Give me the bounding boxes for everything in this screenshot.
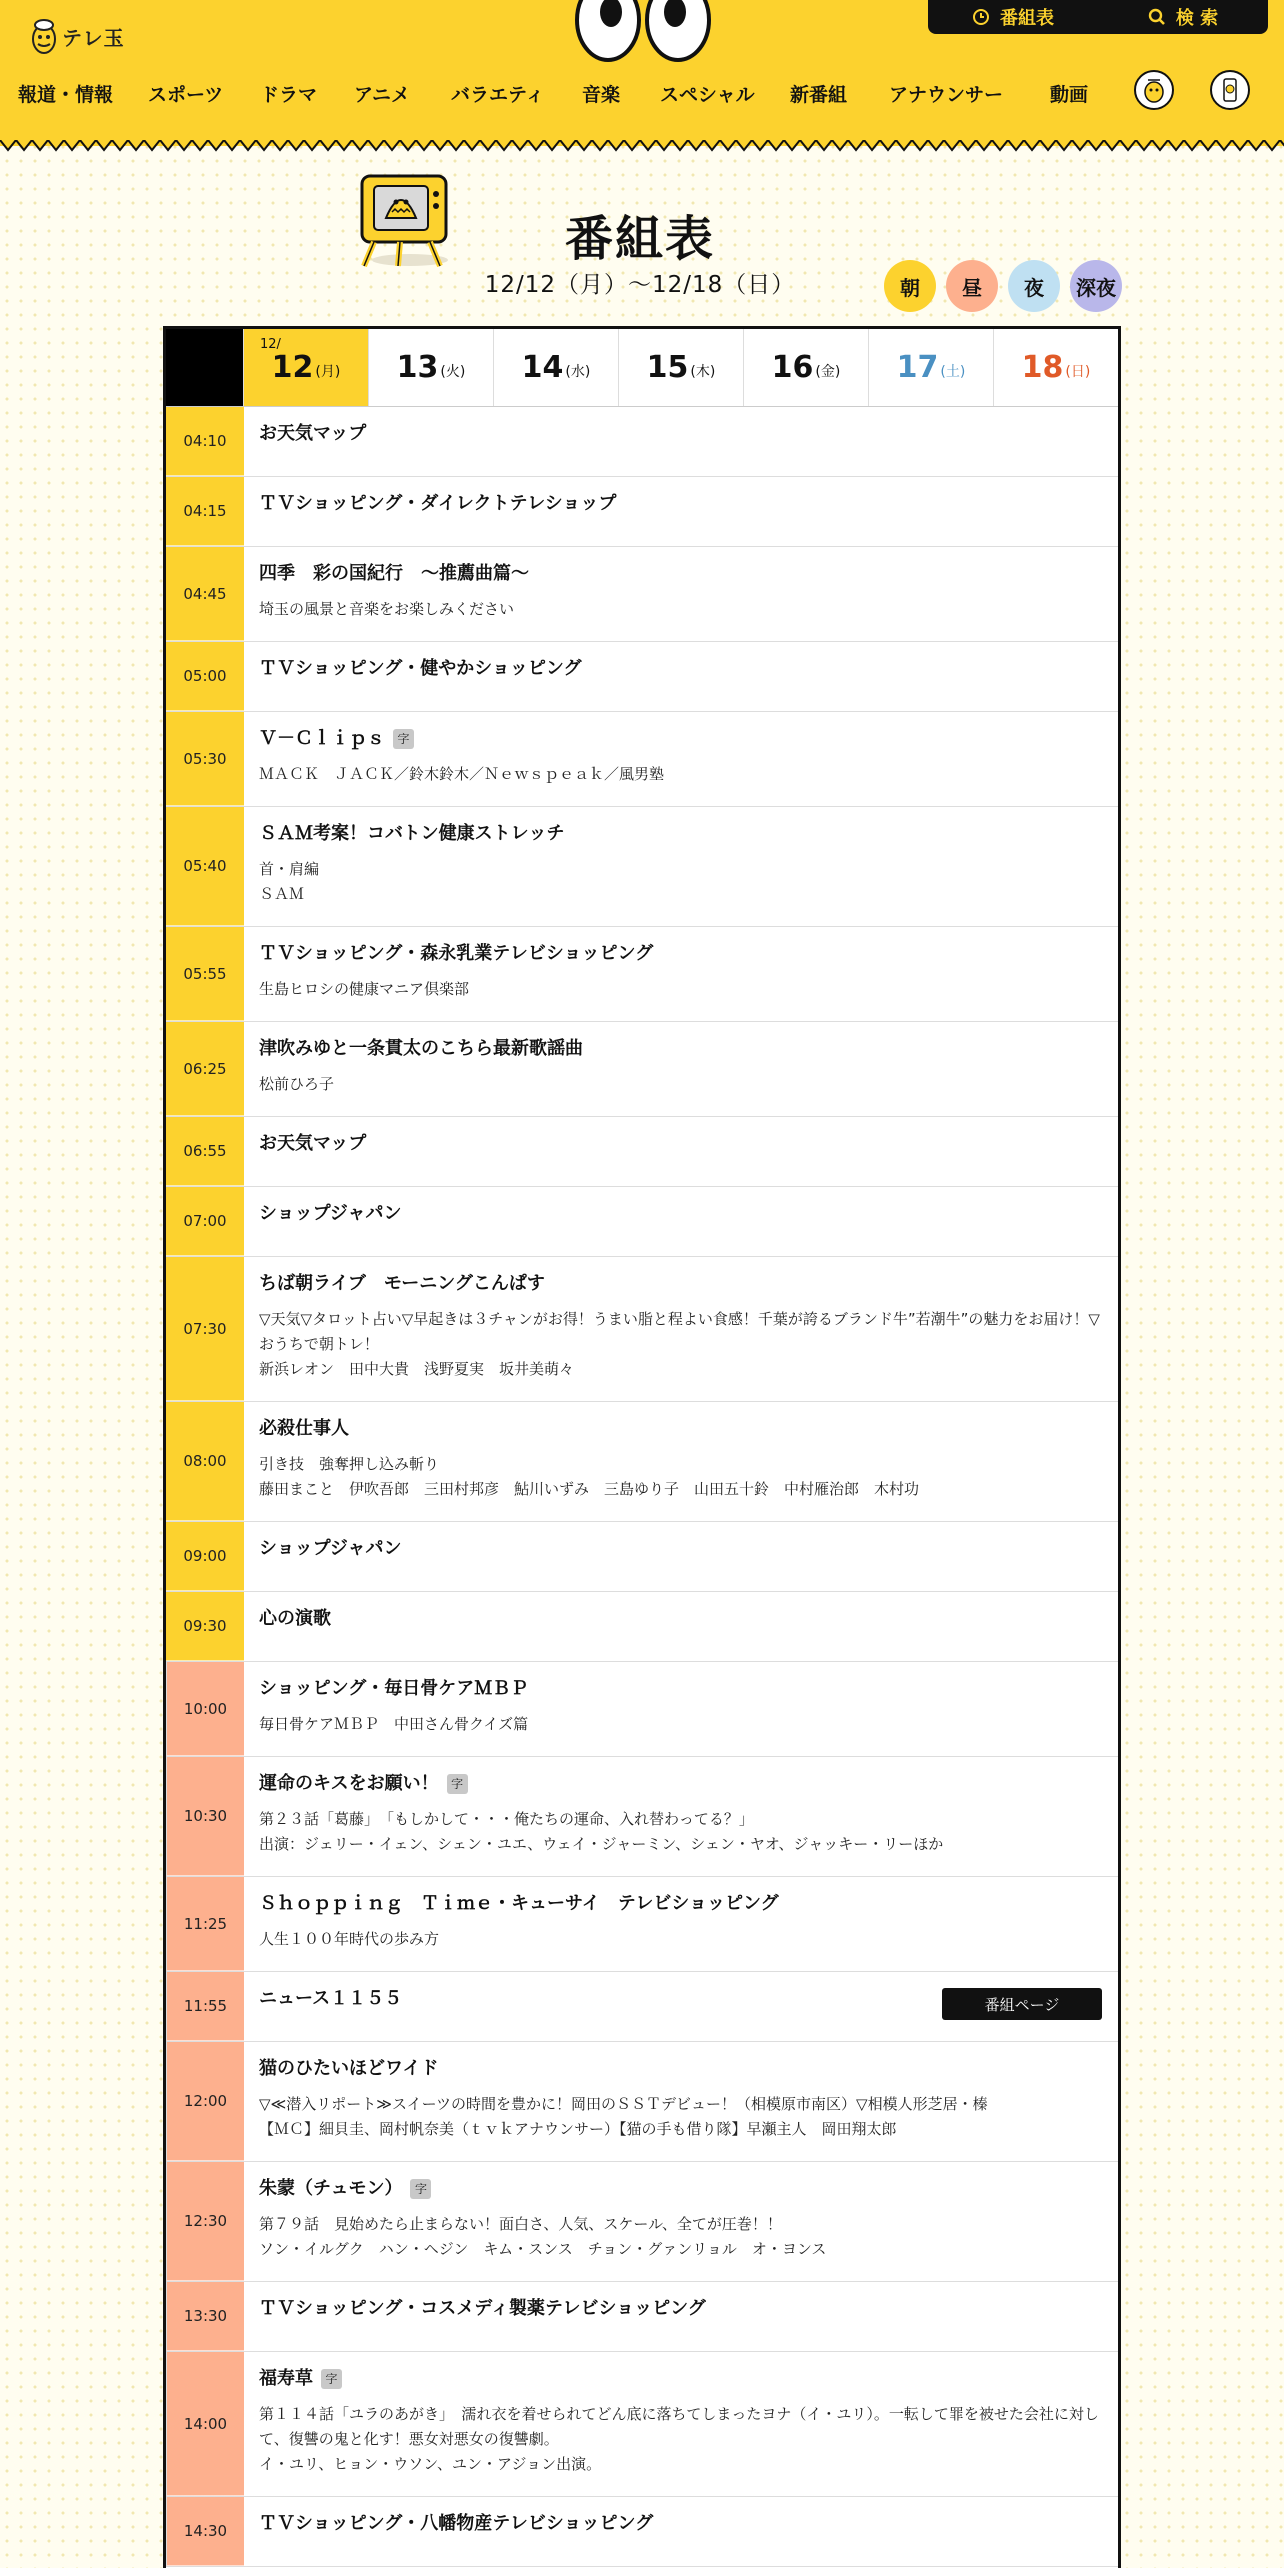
program-title-text: ニュース１１５５ bbox=[259, 1988, 403, 2009]
program-row bbox=[166, 1757, 1118, 1877]
program-title bbox=[259, 1893, 1100, 1915]
program-description bbox=[259, 1452, 1100, 1502]
logo-mascot-icon bbox=[30, 17, 58, 55]
program-title bbox=[259, 1678, 1100, 1700]
program-row bbox=[166, 1117, 1118, 1187]
date-range: 12/12（月）〜12/18（日） bbox=[484, 272, 796, 298]
program-description-line: イ・ユリ、ヒョン・ウソン、ユン・アジョン出演。 bbox=[259, 2455, 602, 2473]
program-cell[interactable] bbox=[244, 1022, 1118, 1116]
subtitle-badge: 字 bbox=[447, 1774, 468, 1794]
day-tabs bbox=[166, 329, 1118, 407]
program-title-text: 津吹みゆと一条貫太のこちら最新歌謡曲 bbox=[259, 1038, 583, 1059]
program-title bbox=[259, 2298, 1100, 2320]
program-title-text: 猫のひたいほどワイド bbox=[259, 2058, 439, 2079]
program-title-text: ＴＶショッピング・ダイレクトテレショップ bbox=[259, 493, 617, 514]
day-tab-16[interactable] bbox=[743, 329, 868, 406]
program-time: 14:00 bbox=[166, 2352, 244, 2496]
program-title-text: ショップジャパン bbox=[259, 1538, 402, 1559]
program-description-line: 【ＭＣ】細貝圭、岡村帆奈美（ｔｖｋアナウンサー）【猫の手も借り隊】早瀬主人 岡田翔太郎 bbox=[259, 2120, 897, 2138]
main-nav bbox=[18, 76, 1110, 110]
subtitle-badge: 字 bbox=[410, 2179, 431, 2199]
program-row bbox=[166, 407, 1118, 477]
day-tab-18[interactable] bbox=[993, 329, 1118, 406]
program-description-line: ▽天気▽タロット占い▽早起きは３チャンがお得！うまい脂と程よい食感！千葉が誇るブランド牛”若潮牛”の魅力をお届け！▽おうちで朝トレ！ bbox=[259, 1310, 1100, 1353]
time-button-morning[interactable]: 朝 bbox=[884, 260, 936, 312]
day-tab-weekday: (火) bbox=[440, 363, 466, 380]
day-tab-month: 12/ bbox=[260, 337, 281, 352]
day-tab-number: 16 bbox=[771, 350, 814, 385]
program-time: 13:30 bbox=[166, 2282, 244, 2351]
nav-item-drama[interactable]: ドラマ bbox=[260, 83, 318, 106]
day-tab-14[interactable] bbox=[493, 329, 618, 406]
program-description-line: 埼玉の風景と音楽をお楽しみください bbox=[259, 600, 515, 618]
program-title bbox=[259, 1133, 1100, 1155]
program-cell[interactable] bbox=[244, 2497, 1118, 2566]
program-description bbox=[259, 2092, 1100, 2142]
program-title-text: ＴＶショッピング・八幡物産テレビショッピング bbox=[259, 2513, 654, 2534]
page-title: 番組表 bbox=[564, 211, 715, 267]
program-time: 05:55 bbox=[166, 927, 244, 1021]
day-tab-number: 14 bbox=[521, 350, 564, 385]
program-row bbox=[166, 477, 1118, 547]
program-row bbox=[166, 2352, 1118, 2497]
program-row bbox=[166, 1877, 1118, 1972]
program-list bbox=[166, 407, 1118, 2567]
program-title-text: ＳＡＭ考案！コバトン健康ストレッチ bbox=[259, 823, 565, 844]
program-cell[interactable] bbox=[244, 1257, 1118, 1401]
program-time: 05:00 bbox=[166, 642, 244, 711]
program-title bbox=[259, 2513, 1100, 2535]
day-tab-number: 18 bbox=[1021, 350, 1064, 385]
program-description-line: ＭＡＣＫ ＪＡＣＫ／鈴木鈴木／Ｎｅｗｓｐｅａｋ／風男塾 bbox=[259, 765, 665, 783]
program-time: 10:00 bbox=[166, 1662, 244, 1756]
program-title-text: 福寿草 bbox=[259, 2368, 313, 2389]
program-cell[interactable] bbox=[244, 1402, 1118, 1521]
program-description-line: ▽≪潜入リポート≫スイーツの時間を豊かに！岡田のＳＳＴデビュー！（相模原市南区）▽相模人形芝居・榛 bbox=[259, 2095, 988, 2113]
program-cell[interactable] bbox=[244, 1662, 1118, 1756]
schedule-button[interactable] bbox=[928, 0, 1098, 34]
program-row bbox=[166, 1022, 1118, 1117]
mascot-badge-button[interactable] bbox=[1134, 70, 1174, 110]
program-title-text: ショップジャパン bbox=[259, 1203, 402, 1224]
program-title bbox=[259, 728, 1100, 750]
program-title-text: ちば朝ライブ モーニングこんぱす bbox=[259, 1273, 545, 1294]
mascot-eyes-icon bbox=[568, 0, 718, 62]
program-time: 05:30 bbox=[166, 712, 244, 806]
program-cell[interactable] bbox=[244, 927, 1118, 1021]
program-description-line: 引き技 強奪押し込み斬り bbox=[259, 1455, 440, 1473]
clock-icon bbox=[972, 8, 990, 26]
program-cell[interactable] bbox=[244, 407, 1118, 476]
program-time: 09:00 bbox=[166, 1522, 244, 1591]
program-row bbox=[166, 1592, 1118, 1662]
program-description-line: 藤田まこと 伊吹吾郎 三田村邦彦 鮎川いずみ 三島ゆり子 山田五十鈴 中村雁治郎 木村功 bbox=[259, 1480, 920, 1498]
program-cell[interactable] bbox=[244, 642, 1118, 711]
program-description bbox=[259, 857, 1100, 907]
day-tab-17[interactable] bbox=[868, 329, 993, 406]
search-button-label: 検 索 bbox=[1175, 8, 1219, 29]
nav-item-variety[interactable]: バラエティ bbox=[451, 83, 545, 106]
program-title bbox=[259, 1773, 1100, 1795]
program-description-line: 新浜レオン 田中大貴 浅野夏実 坂井美萌々 bbox=[259, 1360, 575, 1378]
program-title-text: お天気マップ bbox=[259, 423, 367, 444]
program-description-line: 出演：ジェリー・イェン、シェン・ユエ、ウェイ・ジャーミン、シェン・ヤオ、ジャッキー・リーほか bbox=[259, 1835, 944, 1853]
program-cell[interactable] bbox=[244, 1877, 1118, 1971]
nav-item-videos[interactable]: 動画 bbox=[1050, 83, 1089, 106]
subtitle-badge: 字 bbox=[321, 2369, 342, 2389]
header-zigzag-edge bbox=[0, 140, 1284, 156]
day-tab-number: 12 bbox=[271, 350, 314, 385]
time-of-day-switcher bbox=[884, 260, 1122, 312]
program-title-text: Ｖ－Ｃｌｉｐｓ bbox=[259, 728, 385, 749]
program-title-text: ＴＶショッピング・健やかショッピング bbox=[259, 658, 582, 679]
day-tab-number: 17 bbox=[896, 350, 939, 385]
program-cell[interactable] bbox=[244, 2162, 1118, 2281]
program-time: 08:00 bbox=[166, 1402, 244, 1521]
subtitle-badge: 字 bbox=[393, 729, 414, 749]
program-cell[interactable] bbox=[244, 1522, 1118, 1591]
program-description-line: 第１１４話「ユラのあがき」 濡れ衣を着せられてどん底に落ちてしまったヨナ（イ・ユリ）。一転して罪を被せた会社に対して、復讐の鬼と化す！悪女対悪女の復讐劇。 bbox=[259, 2405, 1099, 2448]
nav-item-new-programs[interactable]: 新番組 bbox=[790, 83, 848, 106]
program-row bbox=[166, 642, 1118, 712]
program-time: 07:00 bbox=[166, 1187, 244, 1256]
schedule-table bbox=[163, 326, 1121, 2568]
program-description bbox=[259, 597, 1100, 622]
nav-item-special[interactable]: スペシャル bbox=[660, 83, 755, 106]
program-time: 10:30 bbox=[166, 1757, 244, 1876]
site-logo[interactable] bbox=[30, 16, 140, 56]
program-row bbox=[166, 1522, 1118, 1592]
program-page-button[interactable]: 番組ページ bbox=[942, 1988, 1102, 2020]
logo-text: テレ玉 bbox=[62, 25, 125, 50]
day-tab-weekday: (金) bbox=[815, 363, 841, 380]
program-row bbox=[166, 2042, 1118, 2162]
program-title bbox=[259, 563, 1100, 585]
program-cell[interactable] bbox=[244, 1592, 1118, 1661]
program-cell[interactable] bbox=[244, 807, 1118, 926]
program-description-line: ソン・イルグク ハン・ヘジン キム・スンス チョン・グァンリョル オ・ヨンス bbox=[259, 2240, 827, 2258]
program-description-line: 人生１００年時代の歩み方 bbox=[259, 1930, 440, 1948]
program-time: 06:25 bbox=[166, 1022, 244, 1116]
program-cell[interactable] bbox=[244, 2042, 1118, 2161]
program-time: 07:30 bbox=[166, 1257, 244, 1401]
program-time: 05:40 bbox=[166, 807, 244, 926]
program-description bbox=[259, 762, 1100, 787]
program-cell[interactable] bbox=[244, 1117, 1118, 1186]
program-title bbox=[259, 1608, 1100, 1630]
program-title bbox=[259, 423, 1100, 445]
day-tab-number: 13 bbox=[396, 350, 439, 385]
program-title-text: 朱蒙（チュモン） bbox=[259, 2178, 403, 2199]
time-button-late-night[interactable]: 深夜 bbox=[1070, 260, 1122, 312]
site-header bbox=[0, 0, 1284, 146]
program-cell[interactable] bbox=[244, 2352, 1118, 2496]
program-title bbox=[259, 943, 1100, 965]
program-title-text: 心の演歌 bbox=[259, 1608, 331, 1629]
day-tab-weekday: (水) bbox=[565, 363, 591, 380]
program-description-line: 毎日骨ケアＭＢＰ 中田さん骨クイズ篇 bbox=[259, 1715, 529, 1733]
nav-item-anime[interactable]: アニメ bbox=[354, 83, 411, 106]
program-description bbox=[259, 2212, 1100, 2262]
program-description bbox=[259, 1712, 1100, 1737]
day-tabs-corner bbox=[166, 329, 243, 406]
program-title bbox=[259, 2178, 1100, 2200]
program-title bbox=[259, 1273, 1100, 1295]
program-time: 04:15 bbox=[166, 477, 244, 546]
program-cell[interactable] bbox=[244, 1187, 1118, 1256]
nav-item-music[interactable]: 音楽 bbox=[582, 83, 621, 106]
program-title-text: お天気マップ bbox=[259, 1133, 367, 1154]
program-title bbox=[259, 658, 1100, 680]
day-tab-weekday: (木) bbox=[690, 363, 716, 380]
program-description bbox=[259, 1927, 1100, 1952]
program-row bbox=[166, 807, 1118, 927]
mascot-badge-icon bbox=[1139, 75, 1169, 105]
program-cell[interactable] bbox=[244, 477, 1118, 546]
phone-app-icon bbox=[1215, 75, 1245, 105]
top-utility-bar bbox=[928, 0, 1268, 34]
program-time: 11:55 bbox=[166, 1972, 244, 2041]
program-row bbox=[166, 1402, 1118, 1522]
program-description bbox=[259, 2402, 1100, 2477]
program-cell[interactable] bbox=[244, 2282, 1118, 2351]
program-title bbox=[259, 1038, 1100, 1060]
program-row bbox=[166, 2282, 1118, 2352]
program-row bbox=[166, 2497, 1118, 2567]
program-description-line: 松前ひろ子 bbox=[259, 1075, 335, 1093]
day-tab-15[interactable] bbox=[618, 329, 743, 406]
program-time: 06:55 bbox=[166, 1117, 244, 1186]
program-time: 14:30 bbox=[166, 2497, 244, 2566]
day-tab-12[interactable] bbox=[243, 329, 368, 406]
program-description-line: 生島ヒロシの健康マニア倶楽部 bbox=[259, 980, 470, 998]
search-icon bbox=[1148, 8, 1166, 26]
program-time: 12:30 bbox=[166, 2162, 244, 2281]
schedule-button-label: 番組表 bbox=[1000, 8, 1054, 29]
program-cell[interactable] bbox=[244, 1757, 1118, 1876]
program-cell[interactable] bbox=[244, 547, 1118, 641]
program-description-line: 第２３話「葛藤」 「もしかして・・・俺たちの運命、入れ替わってる？」 bbox=[259, 1810, 754, 1828]
day-tab-weekday: (月) bbox=[315, 363, 341, 380]
program-title-text: Ｓｈｏｐｐｉｎｇ Ｔｉｍｅ・キューサイ テレビショッピング bbox=[259, 1893, 779, 1914]
program-row bbox=[166, 1257, 1118, 1402]
program-row bbox=[166, 1972, 1118, 2042]
program-row bbox=[166, 712, 1118, 807]
program-title-text: 運命のキスをお願い！ bbox=[259, 1773, 439, 1794]
program-row bbox=[166, 927, 1118, 1022]
program-title bbox=[259, 1538, 1100, 1560]
program-description bbox=[259, 977, 1100, 1002]
search-button[interactable] bbox=[1098, 0, 1268, 34]
nav-item-sports[interactable]: スポーツ bbox=[148, 83, 224, 106]
time-button-night[interactable]: 夜 bbox=[1008, 260, 1060, 312]
program-time: 12:00 bbox=[166, 2042, 244, 2161]
tv-mascot-icon bbox=[352, 168, 462, 268]
program-cell[interactable] bbox=[244, 1972, 1118, 2041]
nav-item-announcers[interactable]: アナウンサー bbox=[889, 83, 1004, 106]
program-title bbox=[259, 493, 1100, 515]
program-title-text: ＴＶショッピング・コスメディ製薬テレビショッピング bbox=[259, 2298, 706, 2319]
time-button-daytime[interactable]: 昼 bbox=[946, 260, 998, 312]
program-title-text: ショッピング・毎日骨ケアＭＢＰ bbox=[259, 1678, 529, 1699]
program-row bbox=[166, 1187, 1118, 1257]
program-title bbox=[259, 2058, 1100, 2080]
program-time: 04:45 bbox=[166, 547, 244, 641]
program-title bbox=[259, 823, 1100, 845]
program-description bbox=[259, 1072, 1100, 1097]
program-row bbox=[166, 1662, 1118, 1757]
program-title-text: ＴＶショッピング・森永乳業テレビショッピング bbox=[259, 943, 654, 964]
program-title bbox=[259, 1418, 1100, 1440]
day-tab-weekday: (日) bbox=[1065, 363, 1091, 380]
program-description bbox=[259, 1807, 1100, 1857]
program-description-line: 首・肩編 bbox=[259, 860, 320, 878]
program-description bbox=[259, 1307, 1100, 1382]
program-description-line: 第７９話 見始めたら止まらない！面白さ、人気、スケール、全てが圧巻！！ bbox=[259, 2215, 782, 2233]
nav-item-news[interactable]: 報道・情報 bbox=[18, 83, 114, 106]
program-time: 09:30 bbox=[166, 1592, 244, 1661]
app-badge-button[interactable] bbox=[1210, 70, 1250, 110]
program-cell[interactable] bbox=[244, 712, 1118, 806]
program-row bbox=[166, 2162, 1118, 2282]
program-time: 04:10 bbox=[166, 407, 244, 476]
day-tab-number: 15 bbox=[646, 350, 689, 385]
program-title bbox=[259, 1203, 1100, 1225]
program-title-text: 必殺仕事人 bbox=[259, 1418, 349, 1439]
program-row bbox=[166, 547, 1118, 642]
program-title bbox=[259, 2368, 1100, 2390]
program-description-line: ＳＡＭ bbox=[259, 885, 305, 903]
day-tab-13[interactable] bbox=[368, 329, 493, 406]
day-tab-weekday: (土) bbox=[940, 363, 966, 380]
program-time: 11:25 bbox=[166, 1877, 244, 1971]
program-title-text: 四季 彩の国紀行 ～推薦曲篇～ bbox=[259, 563, 529, 584]
